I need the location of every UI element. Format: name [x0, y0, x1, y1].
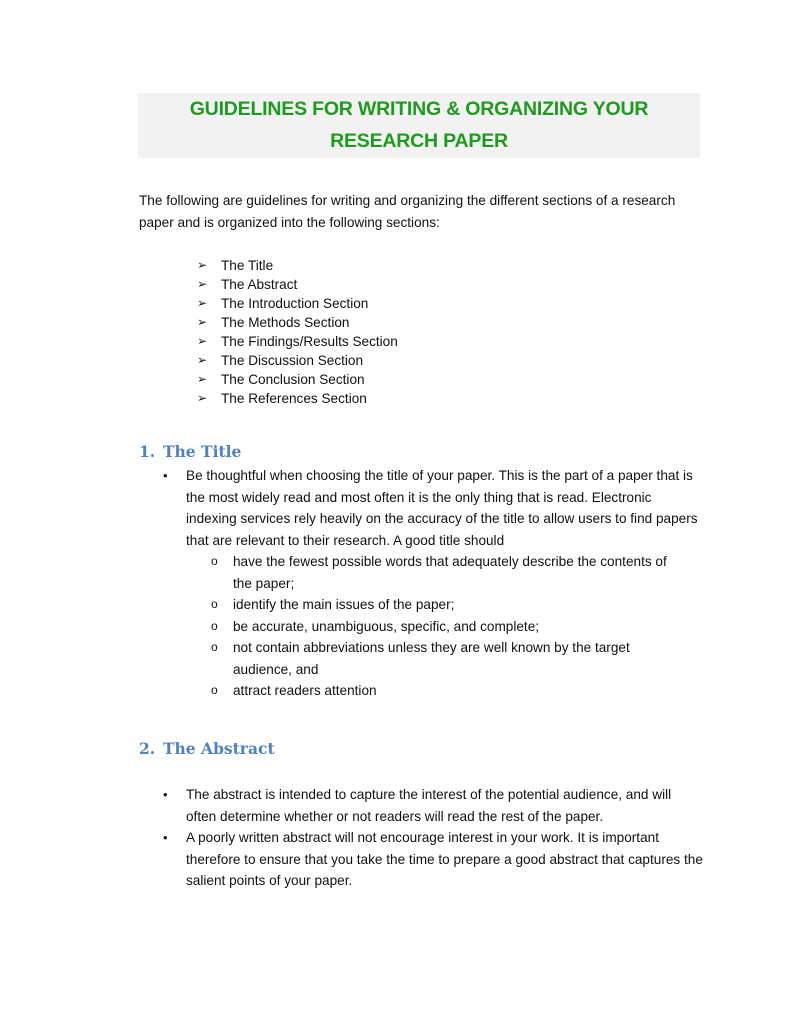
circle-bullet-icon: o: [211, 618, 218, 633]
section-heading-abstract: [139, 739, 275, 758]
list-item-label: The References Section: [221, 391, 367, 406]
abstract-bullet-list: [163, 784, 703, 892]
list-item-label: The Introduction Section: [221, 296, 369, 311]
bullet-icon: •: [163, 787, 168, 802]
sub-item-text: have the fewest possible words that adequately describe the contents of the paper;: [233, 554, 667, 591]
list-item-label: The Findings/Results Section: [221, 334, 398, 349]
section-number: 2.: [139, 739, 156, 758]
list-item: [197, 351, 398, 370]
section-number: 1.: [139, 442, 156, 461]
section-heading-text: The Title: [163, 442, 242, 461]
arrow-bullet-icon: ➢: [197, 334, 208, 348]
bullet-text: The abstract is intended to capture the interest of the potential audience, and will often determine whether or not readers will read the rest of the paper.: [186, 787, 672, 824]
arrow-bullet-icon: ➢: [197, 315, 208, 329]
arrow-bullet-icon: ➢: [197, 258, 208, 272]
intro-paragraph: The following are guidelines for writing and organizing the different sections of a research paper and is organized into the following sections:: [139, 193, 676, 230]
arrow-bullet-icon: ➢: [197, 391, 208, 405]
title-criteria-list: [208, 551, 688, 702]
sub-item-text: identify the main issues of the paper;: [233, 597, 455, 612]
bullet-text: A poorly written abstract will not encourage interest in your work. It is important therefore to ensure that you take the time to prepare a good abstract that captures the salient points of your paper.: [186, 830, 703, 888]
title-banner: [138, 93, 700, 158]
list-item: [208, 637, 688, 680]
list-item: [208, 680, 688, 702]
bullet-icon: •: [163, 830, 168, 845]
section-heading-text: The Abstract: [163, 739, 275, 758]
list-item: [163, 827, 703, 892]
arrow-bullet-icon: ➢: [197, 353, 208, 367]
sections-list: [197, 256, 398, 408]
document-title-line-2: RESEARCH PAPER: [330, 130, 508, 152]
arrow-bullet-icon: ➢: [197, 372, 208, 386]
list-item: [197, 370, 398, 389]
list-item: [208, 594, 688, 616]
circle-bullet-icon: o: [211, 640, 218, 654]
circle-bullet-icon: o: [211, 597, 218, 611]
arrow-bullet-icon: ➢: [197, 296, 208, 310]
list-item: [197, 294, 398, 313]
bullet-icon: •: [163, 468, 168, 483]
list-item: [197, 256, 398, 275]
list-item-label: The Conclusion Section: [221, 372, 365, 387]
list-item-label: The Abstract: [221, 277, 298, 292]
title-bullet-list: [163, 465, 703, 702]
list-item: [197, 275, 398, 294]
list-item: [163, 465, 703, 702]
list-item: [208, 616, 688, 638]
list-item-label: The Methods Section: [221, 315, 350, 330]
sub-item-text: attract readers attention: [233, 683, 377, 698]
arrow-bullet-icon: ➢: [197, 277, 208, 291]
list-item: [197, 332, 398, 351]
document-title-line-1: GUIDELINES FOR WRITING & ORGANIZING YOUR: [189, 98, 649, 120]
list-item: [163, 784, 703, 827]
list-item: [197, 313, 398, 332]
circle-bullet-icon: o: [211, 683, 218, 697]
list-item-label: The Title: [221, 258, 274, 273]
bullet-text: Be thoughtful when choosing the title of your paper. This is the part of a paper that is the most widely read and most often it is the only thing that is read. Electronic indexing services rely heavily on the accuracy of the title to allow users to find papers that are relevant to their research. A good title should: [186, 468, 698, 548]
section-heading-title: [139, 442, 241, 461]
list-item: [197, 389, 398, 408]
sub-item-text: be accurate, unambiguous, specific, and complete;: [233, 618, 540, 634]
list-item-label: The Discussion Section: [221, 353, 364, 368]
list-item: [208, 551, 688, 594]
circle-bullet-icon: o: [211, 554, 218, 568]
sub-item-text: not contain abbreviations unless they are well known by the target audience, and: [233, 640, 630, 677]
